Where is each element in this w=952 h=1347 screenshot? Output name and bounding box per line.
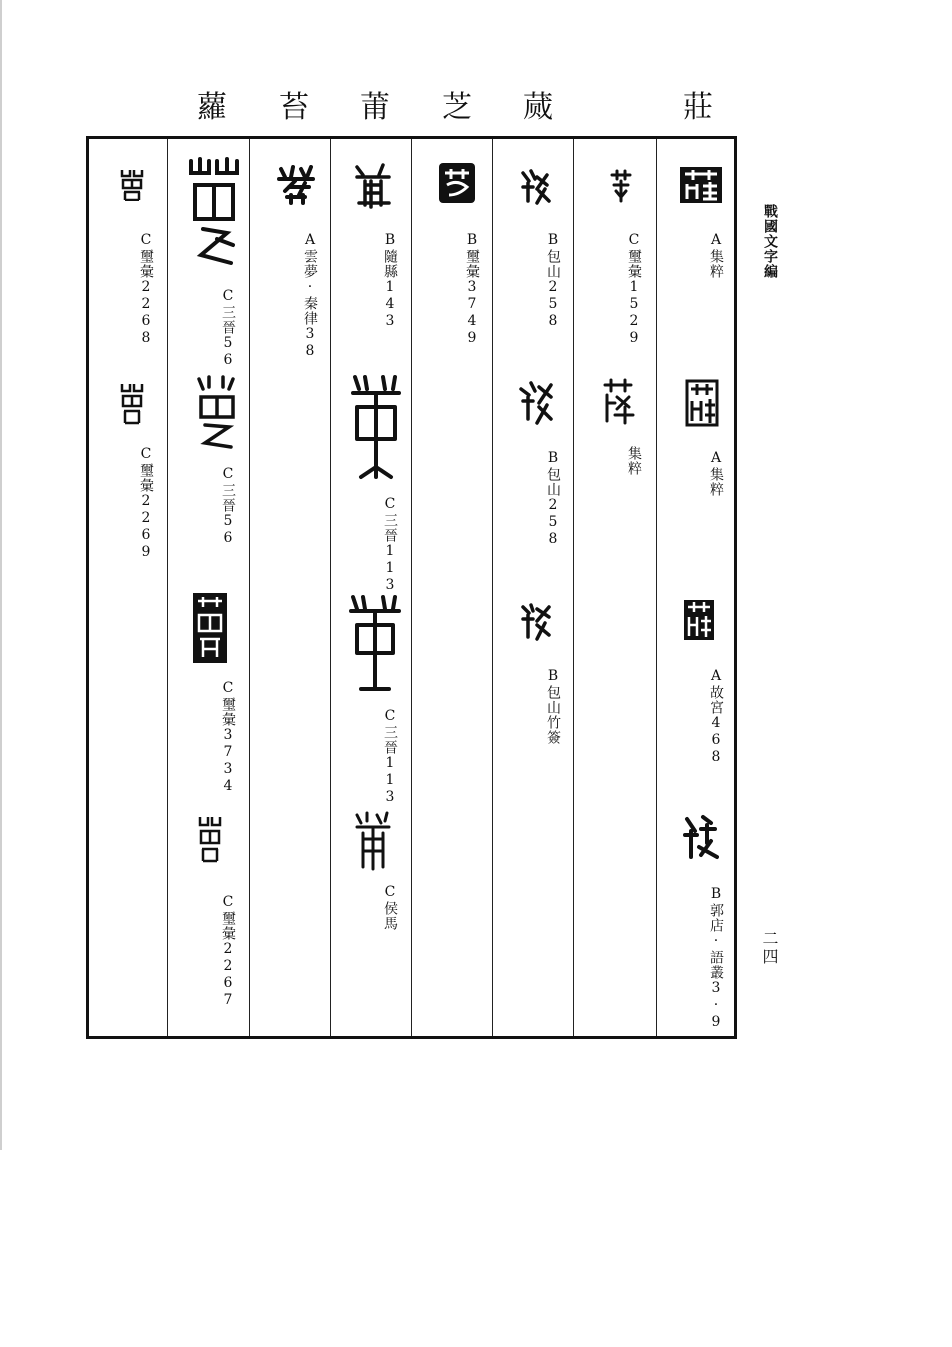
column-divider [573, 139, 574, 1036]
seal-glyph-image [118, 380, 146, 426]
seal-glyph-image [118, 166, 146, 202]
bronze-glyph-image [348, 372, 404, 488]
headword-6: 蘿 [197, 90, 227, 125]
seal-glyph-image [196, 812, 224, 864]
source-caption: C三晉113 [382, 496, 398, 594]
headword-1: 莊 [683, 90, 713, 125]
source-caption: B郭店·語叢3·9 [708, 886, 724, 1031]
bronze-glyph-image [186, 154, 242, 272]
source-caption: C璽彙2267 [220, 894, 236, 1009]
seal-glyph-image [682, 598, 716, 642]
page-number: 二四 [760, 930, 779, 966]
source-caption: A集粹 [708, 450, 724, 497]
column-divider [492, 139, 493, 1036]
source-caption: B包山258 [545, 450, 561, 548]
source-caption: B包山258 [545, 232, 561, 330]
seal-glyph-image [600, 376, 636, 426]
ink-glyph-image [352, 808, 394, 872]
seal-glyph-image [190, 590, 230, 666]
source-caption: A雲夢·秦律38 [302, 232, 318, 360]
column-divider [656, 139, 657, 1036]
seal-glyph-image [606, 168, 636, 204]
headword-5: 苔 [279, 90, 309, 125]
source-caption: B隨縣143 [382, 232, 398, 330]
source-caption: C侯馬 [382, 884, 398, 931]
source-caption: A故宮468 [708, 668, 724, 766]
source-caption: C三晉113 [382, 708, 398, 806]
source-caption: C璽彙2269 [138, 446, 154, 561]
bamboo-slip-glyph-image [352, 160, 394, 210]
seal-glyph-image [436, 160, 478, 206]
source-caption: A集粹 [708, 232, 724, 279]
column-divider [411, 139, 412, 1036]
book-title: 戰國文字編 [762, 204, 778, 279]
bamboo-slip-glyph-image [518, 600, 554, 642]
column-divider [249, 139, 250, 1036]
source-caption: C璽彙2268 [138, 232, 154, 347]
bronze-glyph-image [346, 592, 404, 698]
headword-2: 蒇 [523, 90, 553, 125]
source-caption: C璽彙3734 [220, 680, 236, 795]
source-caption: C璽彙1529 [626, 232, 642, 347]
source-caption: C三晉56 [220, 466, 236, 547]
source-caption: 集粹 [626, 446, 642, 476]
bamboo-slip-glyph-image [516, 378, 556, 428]
column-divider [167, 139, 168, 1036]
headword-4: 莆 [360, 90, 390, 125]
source-caption: B璽彙3749 [464, 232, 480, 347]
bamboo-slip-glyph-image [680, 812, 720, 862]
seal-glyph-image [684, 378, 720, 428]
bamboo-slip-glyph-image [274, 164, 318, 206]
bamboo-slip-glyph-image [518, 166, 552, 206]
bronze-glyph-image [194, 372, 240, 450]
headword-3: 芝 [442, 90, 472, 125]
column-divider [330, 139, 331, 1036]
source-caption: B包山竹簽 [545, 668, 561, 745]
source-caption: C三晉56 [220, 288, 236, 369]
seal-glyph-image [678, 165, 724, 205]
page-left-edge [0, 0, 2, 1150]
